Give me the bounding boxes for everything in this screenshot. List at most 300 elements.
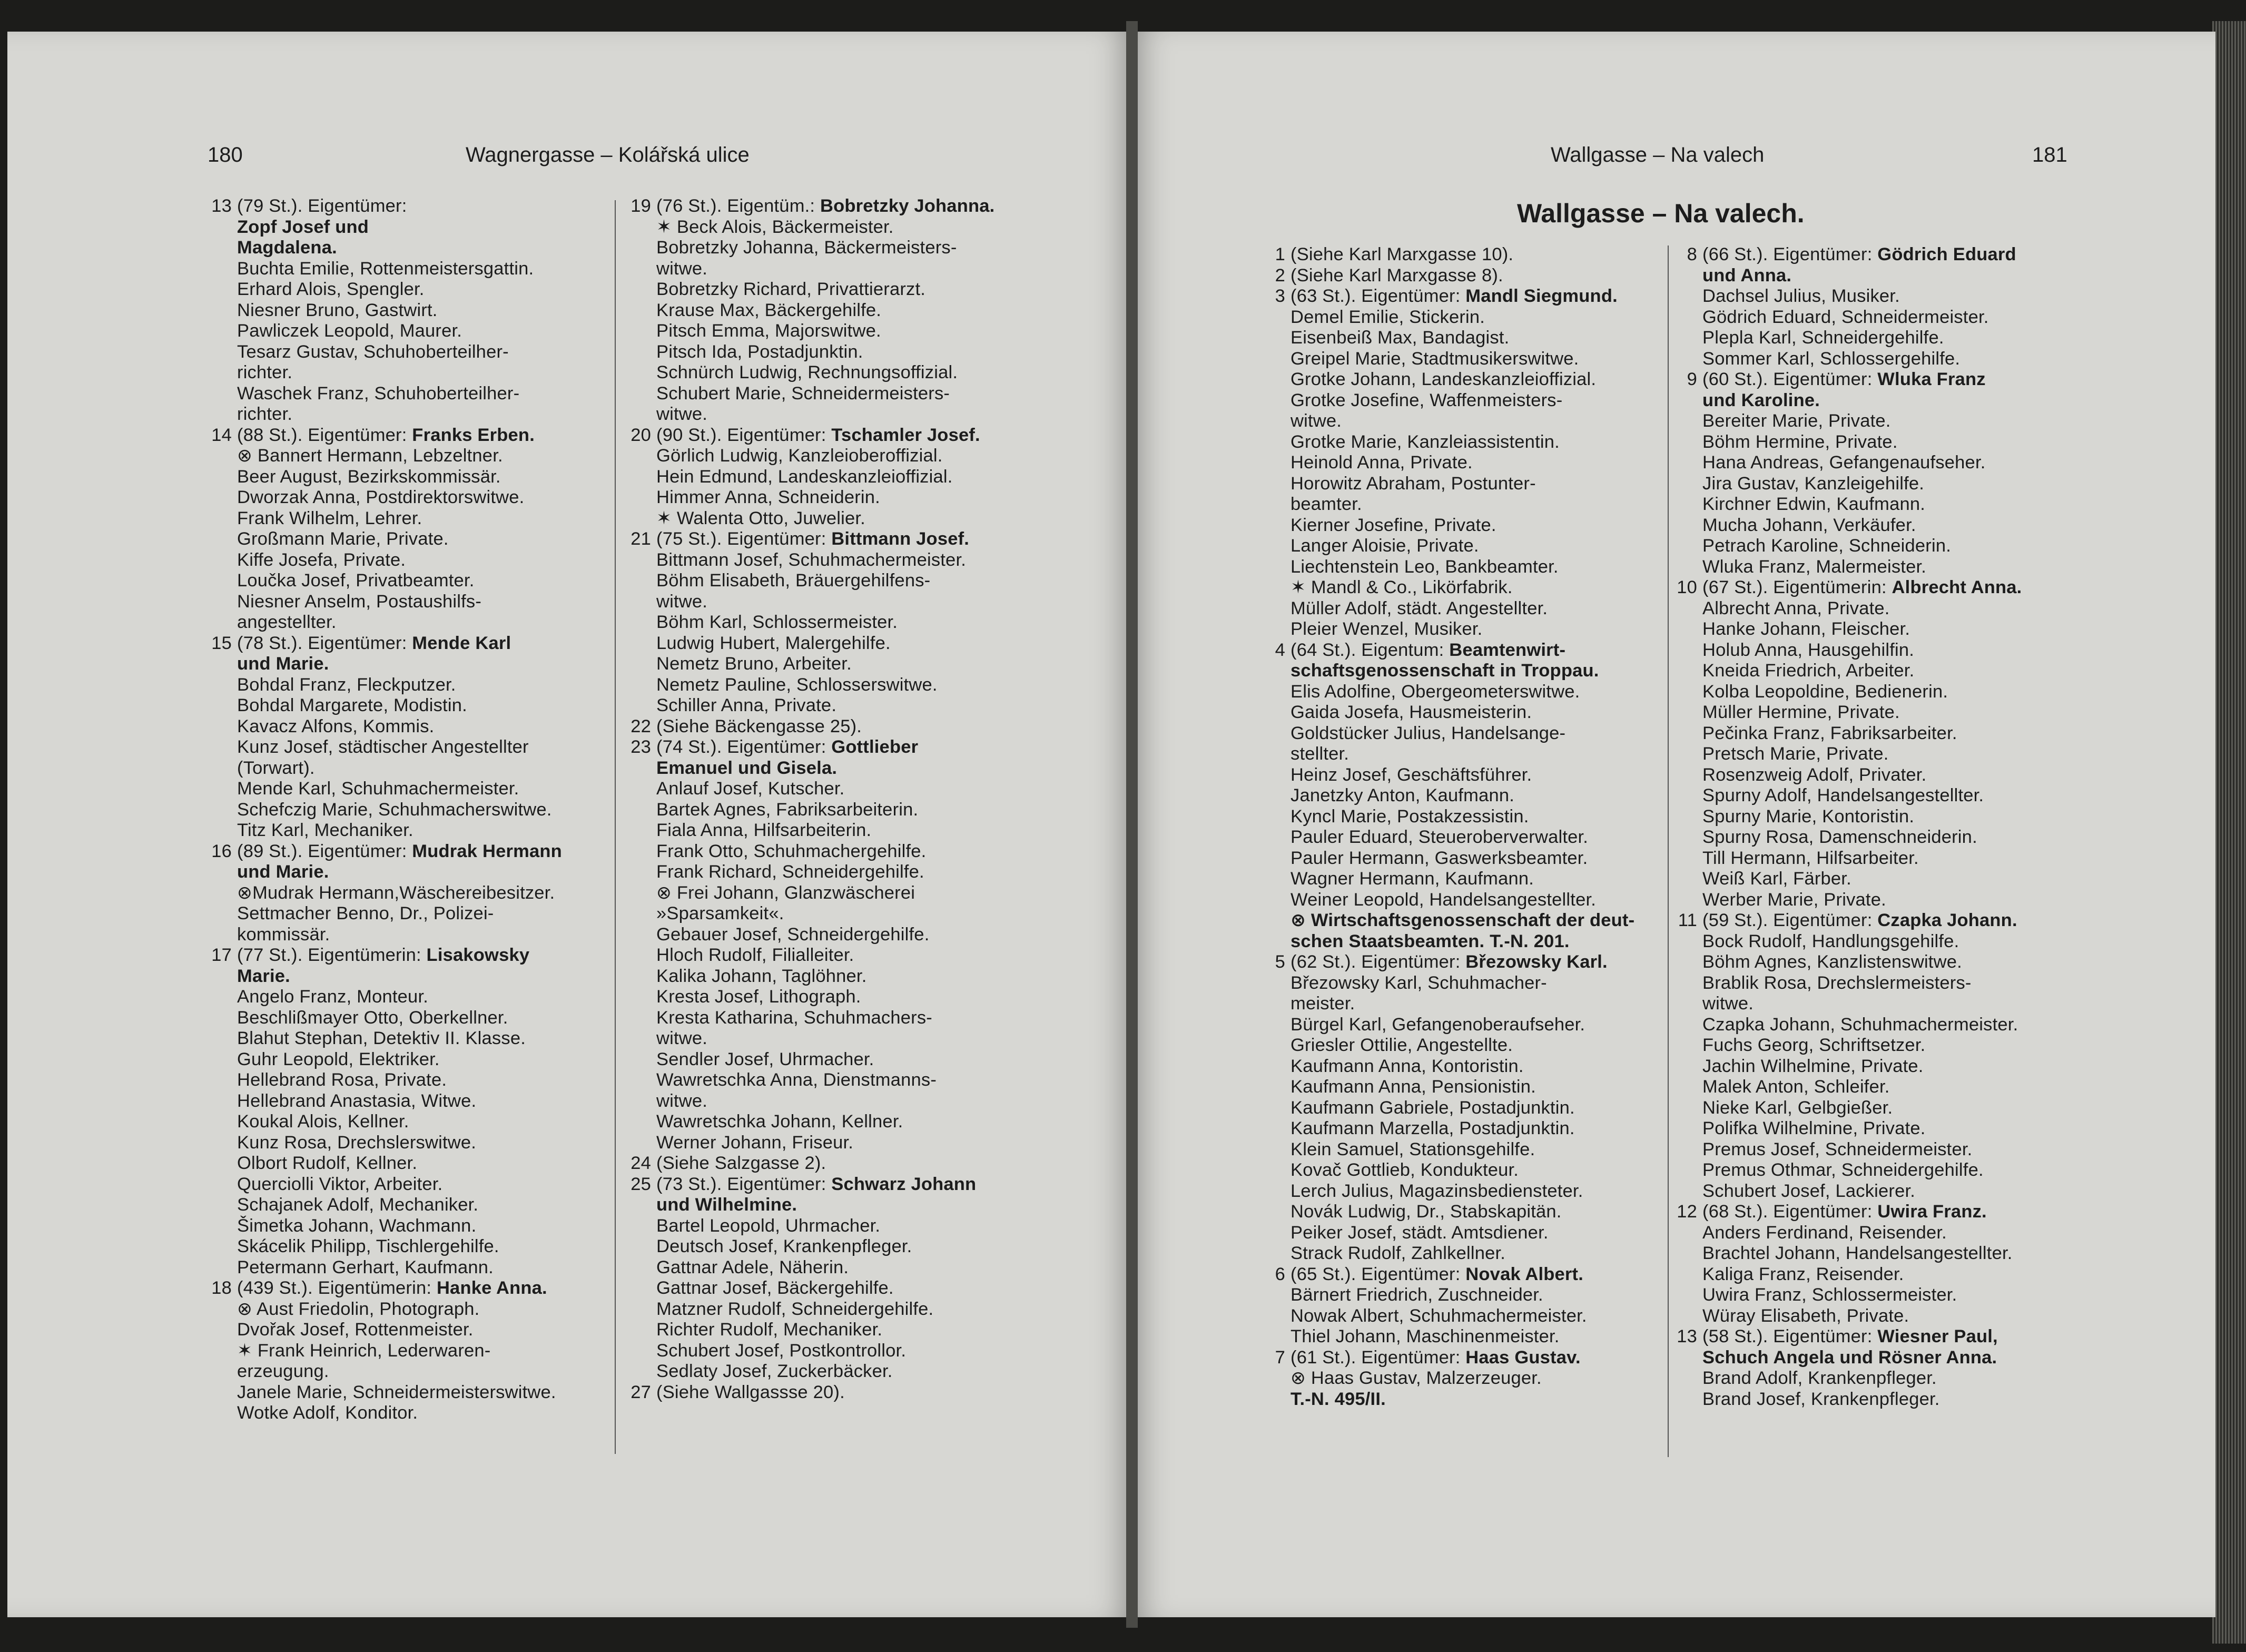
resident-line: Kyncl Marie, Postakzessistin.: [1291, 806, 1529, 827]
house-entry: [1670, 244, 2081, 369]
plot-info: (64 St.). Eigentum:: [1291, 640, 1450, 660]
resident-line: ✶ Walenta Otto, Juwelier.: [656, 508, 865, 528]
resident-line: Richter Rudolf, Mechaniker.: [656, 1320, 883, 1340]
resident-line: Peiker Josef, städt. Amtsdiener.: [1291, 1222, 1549, 1243]
resident-line: ✶ Frank Heinrich, Lederwaren-: [237, 1340, 491, 1361]
house-number: 6: [1275, 1264, 1285, 1284]
resident-line: Pretsch Marie, Private.: [1702, 744, 1889, 764]
resident-line: Angelo Franz, Monteur.: [237, 987, 429, 1007]
resident-line: Czapka Johann, Schuhmachermeister.: [1702, 1014, 2018, 1035]
resident-line: Petrach Karoline, Schneiderin.: [1702, 536, 1952, 556]
resident-line: Kierner Josefine, Private.: [1291, 515, 1496, 535]
house-entry: [1258, 266, 1658, 287]
owner-line: [1702, 1202, 2081, 1223]
resident-line: ⊗ Aust Friedolin, Photograph.: [237, 1299, 480, 1319]
plot-info: (68 St.). Eigentümer:: [1702, 1202, 1878, 1222]
right-column-1: [1258, 244, 1658, 1410]
house-number: 8: [1687, 244, 1697, 264]
house-number: 10: [1677, 577, 1697, 597]
owner-line: [1291, 1348, 1658, 1369]
owner-line: [656, 1174, 1024, 1195]
owner-line: [1702, 266, 2081, 287]
plot-info: (65 St.). Eigentümer:: [1291, 1264, 1466, 1284]
house-entry: [204, 196, 605, 425]
owner-name: und Wilhelmine.: [656, 1195, 797, 1215]
resident-line: Pitsch Emma, Majorswitwe.: [656, 321, 881, 341]
resident-line: Kaufmann Marzella, Postadjunktin.: [1291, 1118, 1575, 1138]
resident-line: Albrecht Anna, Private.: [1702, 598, 1890, 618]
resident-line: Demel Emilie, Stickerin.: [1291, 307, 1485, 327]
owner-name: Marie.: [237, 966, 290, 986]
plot-info: (Siehe Wallgassse 20).: [656, 1382, 845, 1402]
resident-line: Sendler Josef, Uhrmacher.: [656, 1049, 874, 1069]
resident-line: witwe.: [656, 1090, 708, 1111]
plot-info: (Siehe Karl Marxgasse 10).: [1291, 244, 1514, 264]
owner-name: Mende Karl: [412, 633, 511, 653]
resident-line: Heinz Josef, Geschäftsführer.: [1291, 764, 1532, 785]
owner-line: [1291, 286, 1658, 307]
resident-line: Till Hermann, Hilfsarbeiter.: [1702, 848, 1919, 868]
owner-line: [237, 862, 605, 883]
resident-line: Brand Josef, Krankenpfleger.: [1702, 1389, 1940, 1409]
resident-line: Nieke Karl, Gelbgießer.: [1702, 1097, 1893, 1118]
resident-line: Kiffe Josefa, Private.: [237, 549, 406, 570]
resident-line: Böhm Karl, Schlossermeister.: [656, 612, 898, 632]
owner-line: [656, 529, 1024, 550]
resident-line: Bürgel Karl, Gefangenoberaufseher.: [1291, 1014, 1585, 1035]
resident-line: ⊗ Haas Gustav, Malzerzeuger.: [1291, 1368, 1542, 1388]
right-column-2: [1670, 244, 2081, 1410]
left-column-1: [204, 196, 605, 1424]
owner-line: [656, 425, 1024, 446]
owner-line: [1702, 577, 2081, 598]
page-edges: [2212, 21, 2246, 1644]
owner-line: [1291, 952, 1658, 973]
resident-line: Himmer Anna, Schneiderin.: [656, 487, 880, 507]
resident-line: Settmacher Benno, Dr., Polizei-: [237, 903, 494, 923]
house-entry: [204, 633, 605, 841]
owner-line: [656, 1382, 1024, 1403]
owner-name: Mudrak Hermann: [412, 841, 562, 861]
owner-line: [1291, 661, 1658, 682]
resident-line: Hana Andreas, Gefangenaufseher.: [1702, 453, 1986, 473]
resident-line: Liechtenstein Leo, Bankbeamter.: [1291, 556, 1559, 577]
resident-line: Titz Karl, Mechaniker.: [237, 820, 413, 840]
house-entry: [204, 945, 605, 1278]
resident-line: Hein Edmund, Landeskanzleioffizial.: [656, 466, 953, 487]
house-number: 17: [211, 945, 232, 965]
plot-info: (Siehe Karl Marxgasse 8).: [1291, 265, 1503, 286]
resident-line: Březowsky Karl, Schuhmacher-: [1291, 972, 1547, 993]
resident-line: (Torwart).: [237, 758, 315, 778]
resident-line: Petermann Gerhart, Kaufmann.: [237, 1257, 494, 1277]
owner-name: Albrecht Anna.: [1892, 577, 2022, 597]
resident-line: Fiala Anna, Hilfsarbeiterin.: [656, 820, 872, 840]
house-number: 18: [211, 1278, 232, 1298]
house-entry: [624, 1153, 1024, 1174]
house-number: 5: [1275, 952, 1285, 972]
resident-line: Querciolli Viktor, Arbeiter.: [237, 1174, 443, 1194]
resident-line: schen Staatsbeamten. T.-N. 201.: [1291, 931, 1570, 951]
resident-line: Wawretschka Johann, Kellner.: [656, 1112, 903, 1132]
owner-name: Gottlieber: [831, 737, 919, 757]
house-number: 15: [211, 633, 232, 653]
owner-line: [237, 841, 605, 862]
resident-line: Schiller Anna, Private.: [656, 695, 837, 715]
resident-line: Schubert Marie, Schneidermeisters-: [656, 383, 950, 404]
owner-name: Schuch Angela und Rösner Anna.: [1702, 1347, 1997, 1368]
house-entry: [1258, 1348, 1658, 1410]
owner-name: schaftsgenossenschaft in Troppau.: [1291, 661, 1599, 681]
resident-line: Böhm Agnes, Kanzlistenswitwe.: [1702, 952, 1962, 972]
house-number: 21: [631, 529, 651, 549]
resident-line: Nemetz Pauline, Schlosserswitwe.: [656, 674, 938, 695]
owner-name: Mandl Siegmund.: [1465, 286, 1618, 306]
resident-line: Šimetka Johann, Wachmann.: [237, 1215, 477, 1236]
resident-line: Dachsel Julius, Musiker.: [1702, 286, 1900, 306]
house-number: 27: [631, 1382, 651, 1402]
house-number: 19: [631, 196, 651, 216]
resident-line: Jachin Wilhelmine, Private.: [1702, 1056, 1924, 1076]
resident-line: Müller Adolf, städt. Angestellter.: [1291, 598, 1548, 618]
resident-line: Spurny Marie, Kontoristin.: [1702, 806, 1915, 827]
plot-info: (63 St.). Eigentümer:: [1291, 286, 1466, 306]
resident-line: Greipel Marie, Stadtmusikerswitwe.: [1291, 348, 1579, 369]
resident-line: Schefczig Marie, Schuhmacherswitwe.: [237, 799, 552, 820]
resident-line: Waschek Franz, Schuhoberteilher-: [237, 383, 520, 404]
resident-line: Koukal Alois, Kellner.: [237, 1112, 409, 1132]
resident-line: Jira Gustav, Kanzleigehilfe.: [1702, 473, 1925, 494]
resident-line: Kresta Katharina, Schuhmachers-: [656, 1007, 932, 1028]
resident-line: Uwira Franz, Schlossermeister.: [1702, 1285, 1957, 1305]
owner-line: [656, 716, 1024, 738]
house-entry: [624, 716, 1024, 738]
resident-line: richter.: [237, 404, 293, 424]
owner-line: [237, 945, 605, 966]
house-number: 14: [211, 425, 232, 445]
owner-name: Haas Gustav.: [1465, 1347, 1581, 1368]
resident-line: Bittmann Josef, Schuhmachermeister.: [656, 549, 967, 570]
owner-line: [1291, 640, 1658, 661]
owner-name: Bittmann Josef.: [831, 529, 970, 549]
owner-line: [237, 966, 605, 987]
house-number: 20: [631, 425, 651, 445]
house-number: 12: [1677, 1202, 1697, 1222]
resident-line: Pečinka Franz, Fabriksarbeiter.: [1702, 723, 1957, 743]
owner-line: [656, 196, 1024, 217]
resident-line: Bobretzky Richard, Privattierarzt.: [656, 279, 926, 299]
owner-name: Novak Albert.: [1465, 1264, 1584, 1284]
resident-line: Pauler Hermann, Gaswerksbeamter.: [1291, 848, 1588, 868]
house-entry: [204, 841, 605, 946]
house-entry: [624, 425, 1024, 529]
resident-line: Werner Johann, Friseur.: [656, 1132, 854, 1153]
resident-line: Kaliga Franz, Reisender.: [1702, 1264, 1904, 1284]
resident-line: Nowak Albert, Schuhmachermeister.: [1291, 1305, 1587, 1326]
owner-line: [1702, 390, 2081, 411]
resident-line: Bohdal Margarete, Modistin.: [237, 695, 467, 715]
resident-line: Niesner Anselm, Postaushilfs-: [237, 591, 482, 612]
owner-line: [237, 238, 605, 259]
resident-line: Niesner Bruno, Gastwirt.: [237, 300, 438, 320]
plot-info: (89 St.). Eigentümer:: [237, 841, 412, 861]
resident-line: Weiner Leopold, Handelsangestellter.: [1291, 889, 1597, 910]
owner-name: und Anna.: [1702, 265, 1792, 286]
house-number: 2: [1275, 265, 1285, 286]
owner-line: [1291, 244, 1658, 266]
resident-line: Würay Elisabeth, Private.: [1702, 1305, 1909, 1326]
plot-info: (90 St.). Eigentümer:: [656, 425, 832, 445]
resident-line: Hellebrand Rosa, Private.: [237, 1070, 447, 1090]
house-entry: [624, 529, 1024, 716]
house-entry: [624, 1174, 1024, 1382]
plot-info: (75 St.). Eigentümer:: [656, 529, 832, 549]
house-number: 24: [631, 1153, 651, 1173]
owner-name: Beamtenwirt-: [1449, 640, 1566, 660]
resident-line: Frank Otto, Schuhmachergehilfe.: [656, 841, 927, 861]
resident-line: Goldstücker Julius, Handelsange-: [1291, 723, 1566, 743]
owner-name: Emanuel und Gisela.: [656, 758, 838, 778]
house-number: 13: [211, 196, 232, 216]
owner-line: [237, 633, 605, 654]
resident-line: Bohdal Franz, Fleckputzer.: [237, 674, 456, 695]
resident-line: Schajanek Adolf, Mechaniker.: [237, 1195, 479, 1215]
resident-line: Eisenbeiß Max, Bandagist.: [1291, 328, 1510, 348]
resident-line: Wluka Franz, Malermeister.: [1702, 556, 1927, 577]
owner-line: [1702, 910, 2081, 931]
resident-line: Premus Othmar, Schneidergehilfe.: [1702, 1160, 1984, 1180]
plot-info: (58 St.). Eigentümer:: [1702, 1326, 1878, 1346]
resident-line: Bock Rudolf, Handlungsgehilfe.: [1702, 931, 1959, 951]
resident-line: witwe.: [1702, 994, 1754, 1014]
house-number: 22: [631, 716, 651, 736]
resident-line: Spurny Adolf, Handelsangestellter.: [1702, 785, 1984, 805]
plot-info: (66 St.). Eigentümer:: [1702, 244, 1878, 264]
resident-line: Pitsch Ida, Postadjunktin.: [656, 341, 863, 362]
section-title: Wallgasse – Na valech.: [1517, 199, 1805, 228]
resident-line: Bobretzky Johanna, Bäckermeisters-: [656, 238, 957, 258]
resident-line: Hellebrand Anastasia, Witwe.: [237, 1090, 477, 1111]
house-entry: [1258, 286, 1658, 640]
house-entry: [1670, 1202, 2081, 1326]
plot-info: (77 St.). Eigentümerin:: [237, 945, 427, 965]
resident-line: Wawretschka Anna, Dienstmanns-: [656, 1070, 937, 1090]
resident-line: kommissär.: [237, 924, 330, 945]
house-number: 13: [1677, 1326, 1697, 1346]
plot-info: (74 St.). Eigentümer:: [656, 737, 832, 757]
plot-info: (Siehe Bäckengasse 25).: [656, 716, 862, 736]
resident-line: Mucha Johann, Verkäufer.: [1702, 515, 1916, 535]
plot-info: (67 St.). Eigentümerin:: [1702, 577, 1892, 597]
resident-line: Görlich Ludwig, Kanzleioberoffizial.: [656, 446, 943, 466]
resident-line: Spurny Rosa, Damenschneiderin.: [1702, 827, 1977, 847]
owner-line: [656, 1153, 1024, 1174]
resident-line: Brand Adolf, Krankenpfleger.: [1702, 1368, 1937, 1388]
resident-line: beamter.: [1291, 494, 1362, 514]
resident-line: Bärnert Friedrich, Zuschneider.: [1291, 1285, 1543, 1305]
owner-name: Czapka Johann.: [1877, 910, 2017, 930]
resident-line: Frank Richard, Schneidergehilfe.: [656, 862, 924, 882]
resident-line: Blahut Stephan, Detektiv II. Klasse.: [237, 1028, 526, 1048]
resident-line: Buchta Emilie, Rottenmeistersgattin.: [237, 258, 534, 279]
resident-line: witwe.: [656, 404, 708, 424]
resident-line: witwe.: [656, 258, 708, 279]
resident-line: Elis Adolfine, Obergeometerswitwe.: [1291, 681, 1580, 702]
resident-line: richter.: [237, 362, 293, 382]
house-number: 16: [211, 841, 232, 861]
resident-line: Guhr Leopold, Elektriker.: [237, 1049, 440, 1069]
resident-line: Deutsch Josef, Krankenpfleger.: [656, 1236, 912, 1256]
resident-line: Ludwig Hubert, Malergehilfe.: [656, 633, 891, 653]
right-running-head: Wallgasse – Na valech: [1551, 143, 1765, 166]
resident-line: ✶ Mandl & Co., Likörfabrik.: [1291, 577, 1513, 597]
resident-line: Horowitz Abraham, Postunter-: [1291, 473, 1536, 494]
resident-line: Hloch Rudolf, Filialleiter.: [656, 945, 854, 965]
owner-line: [656, 737, 1024, 758]
resident-line: Böhm Elisabeth, Bräuergehilfens-: [656, 571, 931, 591]
owner-name: Wluka Franz: [1877, 369, 1986, 389]
resident-line: erzeugung.: [237, 1361, 329, 1381]
resident-line: Matzner Rudolf, Schneidergehilfe.: [656, 1299, 934, 1319]
resident-line: Thiel Johann, Maschinenmeister.: [1291, 1326, 1560, 1346]
owner-name: Tschamler Josef.: [831, 425, 980, 445]
house-number: 3: [1275, 286, 1285, 306]
resident-line: Lerch Julius, Magazinsbediensteter.: [1291, 1181, 1583, 1201]
book-gutter: [1126, 21, 1138, 1628]
right-page-number: 181: [2032, 143, 2067, 166]
owner-name: Březowsky Karl.: [1465, 952, 1608, 972]
resident-line: Wotke Adolf, Konditor.: [237, 1403, 418, 1423]
resident-line: Sommer Karl, Schlossergehilfe.: [1702, 348, 1961, 369]
owner-line: [656, 1195, 1024, 1216]
resident-line: Anders Ferdinand, Reisender.: [1702, 1222, 1947, 1243]
resident-line: Gattnar Josef, Bäckergehilfe.: [656, 1278, 894, 1298]
resident-line: Kaufmann Anna, Pensionistin.: [1291, 1077, 1536, 1097]
owner-line: [656, 758, 1024, 779]
house-entry: [1670, 369, 2081, 577]
resident-line: Kaufmann Anna, Kontoristin.: [1291, 1056, 1524, 1076]
resident-line: Heinold Anna, Private.: [1291, 453, 1473, 473]
resident-line: meister.: [1291, 994, 1355, 1014]
house-number: 23: [631, 737, 651, 757]
resident-line: Kunz Josef, städtischer Angestellter: [237, 737, 529, 757]
resident-line: ✶ Beck Alois, Bäckermeister.: [656, 217, 894, 237]
resident-line: Plepla Karl, Schneidergehilfe.: [1702, 328, 1944, 348]
house-number: 7: [1275, 1347, 1285, 1368]
resident-line: stellter.: [1291, 744, 1349, 764]
resident-line: Erhard Alois, Spengler.: [237, 279, 425, 299]
owner-line: [1291, 266, 1658, 287]
plot-info: (59 St.). Eigentümer:: [1702, 910, 1878, 930]
resident-line: ⊗ Wirtschaftsgenossenschaft der deut-: [1291, 910, 1635, 930]
resident-line: Beer August, Bezirkskommissär.: [237, 466, 501, 487]
resident-line: ⊗ Frei Johann, Glanzwäscherei: [656, 882, 915, 903]
resident-line: Pawliczek Leopold, Maurer.: [237, 321, 462, 341]
resident-line: Dvořak Josef, Rottenmeister.: [237, 1320, 474, 1340]
column-divider: [615, 200, 616, 1454]
resident-line: Gödrich Eduard, Schneidermeister.: [1702, 307, 1989, 327]
resident-line: Anlauf Josef, Kutscher.: [656, 779, 845, 799]
resident-line: Schubert Josef, Lackierer.: [1702, 1181, 1916, 1201]
owner-name: Uwira Franz.: [1877, 1202, 1987, 1222]
house-entry: [1670, 1326, 2081, 1410]
resident-line: Janele Marie, Schneidermeisterswitwe.: [237, 1382, 556, 1402]
owner-line: [237, 217, 605, 238]
resident-line: Novák Ludwig, Dr., Stabskapitän.: [1291, 1202, 1562, 1222]
house-entry: [1670, 910, 2081, 1202]
resident-line: Nemetz Bruno, Arbeiter.: [656, 654, 852, 674]
owner-line: [1702, 1348, 2081, 1369]
owner-name: und Marie.: [237, 862, 329, 882]
resident-line: Premus Josef, Schneidermeister.: [1702, 1139, 1973, 1159]
resident-line: witwe.: [656, 591, 708, 612]
house-entry: [1258, 952, 1658, 1264]
resident-line: ⊗ Bannert Hermann, Lebzeltner.: [237, 446, 503, 466]
plot-info: (76 St.). Eigentüm.:: [656, 196, 820, 216]
plot-info: (Siehe Salzgasse 2).: [656, 1153, 826, 1173]
resident-line: Strack Rudolf, Zahlkellner.: [1291, 1243, 1506, 1263]
owner-name: Zopf Josef und: [237, 217, 369, 237]
left-page-number: 180: [208, 143, 243, 166]
plot-info: (60 St.). Eigentümer:: [1702, 369, 1878, 389]
column-divider: [1668, 245, 1669, 1457]
owner-line: [1702, 244, 2081, 266]
owner-line: [1291, 1264, 1658, 1285]
plot-info: (61 St.). Eigentümer:: [1291, 1347, 1466, 1368]
house-entry: [624, 196, 1024, 425]
resident-line: Pauler Eduard, Steueroberverwalter.: [1291, 827, 1589, 847]
resident-line: Schnürch Ludwig, Rechnungsoffizial.: [656, 362, 958, 382]
resident-line: Müller Hermine, Private.: [1702, 702, 1900, 722]
resident-line: Skácelik Philipp, Tischlergehilfe.: [237, 1236, 499, 1256]
resident-line: Großmann Marie, Private.: [237, 529, 449, 549]
house-entry: [1258, 244, 1658, 266]
resident-line: Janetzky Anton, Kaufmann.: [1291, 785, 1515, 805]
resident-line: Griesler Ottilie, Angestellte.: [1291, 1035, 1513, 1055]
resident-line: Grotke Marie, Kanzleiassistentin.: [1291, 431, 1560, 452]
resident-line: Gattnar Adele, Näherin.: [656, 1257, 849, 1277]
owner-name: und Karoline.: [1702, 390, 1820, 410]
resident-line: T.-N. 495/II.: [1291, 1389, 1386, 1409]
plot-info: (439 St.). Eigentümerin:: [237, 1278, 437, 1298]
resident-line: Sedlaty Josef, Zuckerbäcker.: [656, 1361, 893, 1381]
owner-name: Lisakowsky: [426, 945, 530, 965]
resident-line: Kresta Josef, Lithograph.: [656, 987, 861, 1007]
plot-info: (88 St.). Eigentümer:: [237, 425, 412, 445]
house-number: 11: [1678, 910, 1697, 930]
owner-name: Magdalena.: [237, 238, 337, 258]
resident-line: angestellter.: [237, 612, 337, 632]
house-entry: [204, 1278, 605, 1424]
resident-line: Grotke Johann, Landeskanzleioffizial.: [1291, 369, 1597, 389]
owner-name: Bobretzky Johanna.: [820, 196, 995, 216]
resident-line: Fuchs Georg, Schriftsetzer.: [1702, 1035, 1926, 1055]
resident-line: Klein Samuel, Stationsgehilfe.: [1291, 1139, 1535, 1159]
resident-line: Kaufmann Gabriele, Postadjunktin.: [1291, 1097, 1575, 1118]
resident-line: Langer Aloisie, Private.: [1291, 536, 1479, 556]
resident-line: Hanke Johann, Fleischer.: [1702, 619, 1910, 639]
resident-line: Dworzak Anna, Postdirektorswitwe.: [237, 487, 525, 507]
owner-name: Schwarz Johann: [831, 1174, 977, 1194]
resident-line: Krause Max, Bäckergehilfe.: [656, 300, 882, 320]
resident-line: Bartel Leopold, Uhrmacher.: [656, 1215, 881, 1236]
resident-line: Loučka Josef, Privatbeamter.: [237, 571, 475, 591]
resident-line: Brablik Rosa, Drechslermeisters-: [1702, 972, 1972, 993]
resident-line: Pleier Wenzel, Musiker.: [1291, 619, 1483, 639]
resident-line: Böhm Hermine, Private.: [1702, 431, 1898, 452]
owner-line: [237, 654, 605, 675]
resident-line: Polifka Wilhelmine, Private.: [1702, 1118, 1926, 1138]
